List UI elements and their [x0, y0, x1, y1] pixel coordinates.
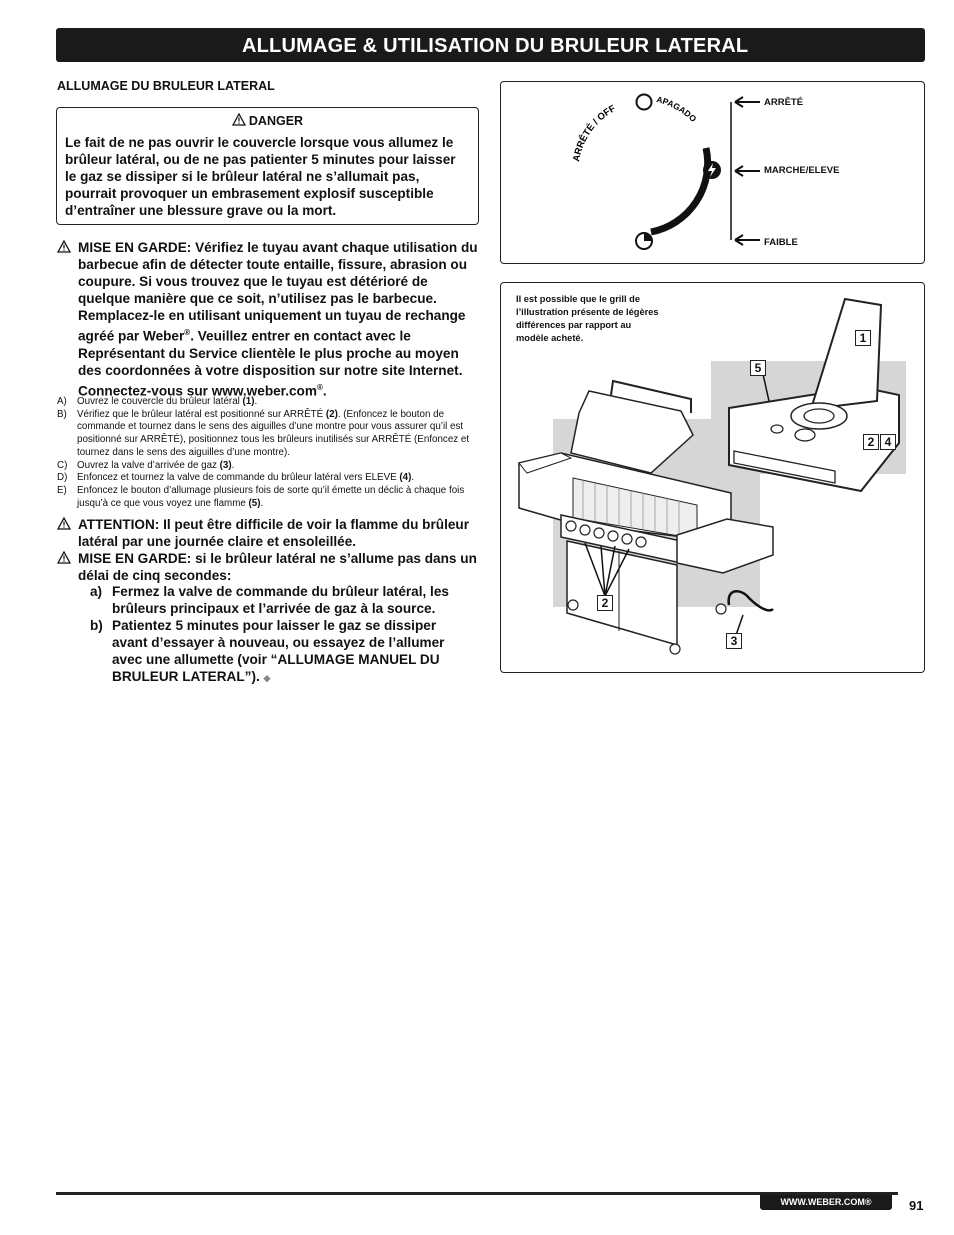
- page-number: 91: [909, 1198, 924, 1213]
- arc-label-apagado: APAGADO: [655, 94, 699, 124]
- footer-url: WWW.WEBER.COM®: [760, 1195, 892, 1210]
- step-item: [57, 460, 485, 473]
- danger-box: [56, 107, 479, 225]
- step-text: Ouvrez la valve d’arrivée de gaz: [77, 459, 220, 471]
- step-letter: C): [57, 459, 68, 471]
- step-ref: (3): [219, 459, 232, 471]
- sub-step: [90, 583, 460, 617]
- registered-mark: ®: [316, 382, 323, 392]
- sub-step-text-body: Patientez 5 minutes pour laisser le gaz se dissiper avant d’essayer à nouveau, ou essayez de l’allumer avec une allumette (voir “ALLUMAGE MANUEL DU BRULEUR LATERAL”).: [112, 618, 445, 684]
- warning-text-cont: . Veuillez entrer en contact avec le Représentant du Service clientèle le plus proche au moyen des coordonnées à votre disposition sur notre site Internet. Connectez-vous sur www.weber.com: [78, 328, 463, 399]
- section-title: ALLUMAGE DU BRULEUR LATERAL: [57, 79, 275, 93]
- step-letter: B): [57, 408, 67, 420]
- step-after: .: [411, 472, 415, 484]
- danger-title-text: DANGER: [248, 114, 304, 128]
- arc-label-off: ARRÊTÉ / OFF: [571, 103, 618, 163]
- warning-text: si le brûleur latéral ne s’allume pas dans un délai de cinq secondes:: [78, 551, 477, 583]
- caster-wheel: [716, 604, 726, 614]
- warning-label: MISE EN GARDE:: [78, 240, 192, 255]
- sub-step-letter: a): [90, 584, 103, 599]
- burner-head: [804, 409, 834, 423]
- sub-step-text: Fermez la valve de commande du brûleur latéral, les brûleurs principaux et l’arrivée de gaz à la source.: [112, 584, 449, 616]
- grill-diagram: [500, 282, 925, 673]
- warning-triangle-icon: [57, 551, 71, 564]
- step-letter: E): [57, 484, 67, 496]
- step-item: [57, 409, 485, 460]
- step-text: Enfoncez et tournez la valve de commande du brûleur latéral vers ELEVE: [77, 472, 400, 484]
- attention-note: [57, 516, 482, 550]
- side-burner-lid-open: [811, 299, 881, 409]
- step-after: .: [254, 396, 258, 407]
- label-low: FAIBLE: [764, 237, 798, 248]
- attention-label: ATTENTION:: [78, 517, 160, 532]
- ignition-button: [771, 425, 783, 433]
- warning-no-ignition: [57, 550, 482, 584]
- end-diamond-icon: ◆: [263, 673, 271, 683]
- danger-title: [65, 113, 470, 128]
- sub-step-letter: b): [90, 618, 103, 633]
- side-burner-knob: [795, 429, 815, 441]
- warning-text-end: .: [322, 383, 327, 399]
- step-after: .: [231, 459, 235, 471]
- label-off: ARRÊTÉ: [764, 97, 804, 108]
- warning-label: MISE EN GARDE:: [78, 551, 192, 566]
- step-ref: (2): [325, 408, 338, 420]
- callout-2: 2: [597, 595, 613, 611]
- step-text: Vérifiez que le brûleur latéral est positionné sur ARRÊTÉ: [77, 408, 326, 420]
- warning-hose: [57, 239, 482, 399]
- knob-diagram: [500, 81, 925, 264]
- warning-triangle-icon: [57, 517, 71, 530]
- arrow-off-icon: [735, 97, 760, 107]
- step-after: .: [260, 497, 264, 509]
- page-header: ALLUMAGE & UTILISATION DU BRULEUR LATERAL: [56, 28, 925, 62]
- step-ref: (1): [242, 396, 255, 407]
- callout-4: 4: [880, 434, 896, 450]
- callout-2: 2: [863, 434, 879, 450]
- step-letter: A): [57, 396, 67, 407]
- danger-text: Le fait de ne pas ouvrir le couvercle lorsque vous allumez le brûleur latéral, ou de ne pas patienter 5 minutes pour laisser le gaz se dissiper si le brûleur latéral ne s’allumait pas, pourrait provoquer un embrasement explosif susceptible d’entraîner une blessure grave ou la mort.: [65, 135, 456, 218]
- step-item: [57, 485, 485, 510]
- step-text: Enfoncez le bouton d’allumage plusieurs fois de sorte qu’il émette un déclic à chaque fois jusqu’à ce que vous voyez une flamme: [77, 484, 465, 509]
- arrow-high-icon: [735, 166, 760, 176]
- callout-1: 1: [855, 330, 871, 346]
- caster-wheel: [670, 644, 680, 654]
- step-item: [57, 396, 485, 409]
- step-ref: (4): [399, 472, 412, 484]
- low-quarter-fill: [644, 233, 652, 241]
- arrow-low-icon: [735, 235, 760, 245]
- step-ref: (5): [248, 497, 261, 509]
- caster-wheel: [568, 600, 578, 610]
- label-high: MARCHE/ELEVE: [764, 165, 840, 176]
- step-item: [57, 472, 485, 485]
- warning-triangle-icon: [232, 113, 246, 126]
- sub-step: [90, 617, 460, 685]
- sub-step-text: [112, 617, 462, 687]
- knob-dial-graphic: [501, 82, 923, 262]
- step-after: . (Enfoncez le bouton de commande et tournez dans le sens des aiguilles d’une montre pour vous assurer qu’il est positionné sur ARRÊTÉ), positionnez tous les brûleurs inutilisés sur ARRÊTÉ (Enfoncez et tournez dans le sens des aiguilles d’une montre).: [77, 408, 470, 458]
- off-position-marker: [637, 95, 652, 110]
- warning-text: Vérifiez le tuyau avant chaque utilisation du barbecue afin de détecter toute entaille, fissure, abrasion ou coupure. Si vous trouvez que le tuyau est détérioré de quelque manière que ce soit, n’utilisez pas le barbecue. Remplacez-le en utilisant uniquement un tuyau de rechange agréé par Weber: [78, 240, 478, 344]
- warning-triangle-icon: [57, 240, 71, 253]
- step-text: Ouvrez le couvercle du brûleur latéral: [77, 396, 243, 407]
- flame-range-arc: [651, 148, 708, 232]
- steps-list: [57, 396, 485, 510]
- attention-text: Il peut être difficile de voir la flamme du brûleur latéral par une journée claire et ensoleillée.: [78, 517, 470, 549]
- callout-5: 5: [750, 360, 766, 376]
- illustration-note: Il est possible que le grill de l’illustration présente de légères différences par rapport au modèle acheté.: [516, 294, 659, 343]
- step-letter: D): [57, 472, 68, 484]
- callout-3: 3: [726, 633, 742, 649]
- registered-mark: ®: [184, 328, 191, 337]
